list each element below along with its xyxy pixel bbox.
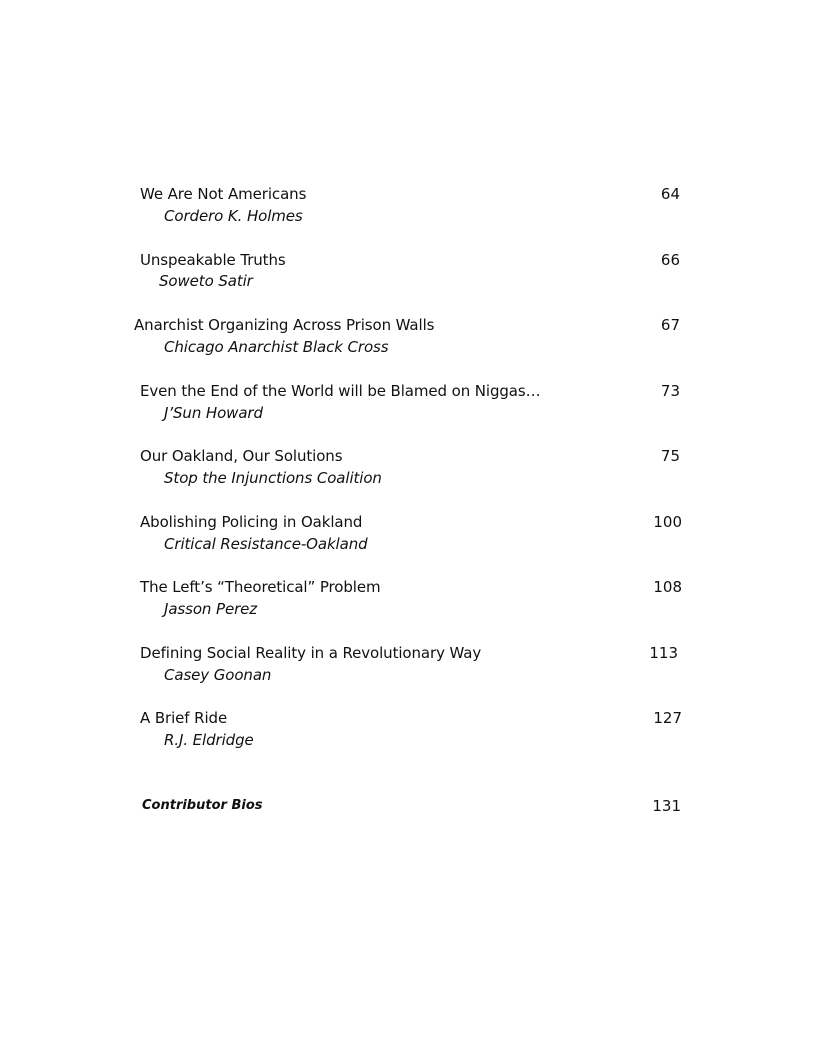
entry-page-number: 64 (660, 185, 680, 203)
entry-author: R.J. Eldridge (164, 731, 254, 749)
entry-page-number: 67 (660, 316, 680, 334)
entry-page-number: 108 (653, 578, 682, 596)
entry-title: Anarchist Organizing Across Prison Walls (134, 316, 435, 334)
entry-author: Casey Goonan (164, 666, 272, 684)
contributor-bios-page-number: 131 (652, 797, 681, 815)
entry-page-number: 127 (653, 709, 682, 727)
entry-title: A Brief Ride (140, 709, 228, 727)
entry-title: The Left’s “Theoretical” Problem (140, 578, 381, 596)
entry-author: J’Sun Howard (164, 404, 263, 422)
entry-page-number: 100 (653, 513, 682, 531)
entry-title: We Are Not Americans (140, 185, 307, 203)
entry-page-number: 75 (660, 447, 680, 465)
entry-title: Even the End of the World will be Blamed on Niggas… (140, 382, 541, 400)
entry-author: Stop the Injunctions Coalition (164, 469, 382, 487)
entry-author: Critical Resistance-Oakland (164, 535, 368, 553)
entry-page-number: 66 (660, 251, 680, 269)
entry-title: Unspeakable Truths (140, 251, 286, 269)
entry-author: Cordero K. Holmes (164, 207, 303, 225)
entry-title: Our Oakland, Our Solutions (140, 447, 343, 465)
entry-author: Chicago Anarchist Black Cross (164, 338, 389, 356)
entry-page-number: 73 (660, 382, 680, 400)
entry-author: Jasson Perez (164, 600, 258, 618)
entry-page-number: 113 (649, 644, 678, 662)
contributor-bios-title: Contributor Bios (142, 798, 263, 813)
entry-title: Abolishing Policing in Oakland (140, 513, 363, 531)
entry-author: Soweto Satir (159, 272, 253, 290)
entry-title: Defining Social Reality in a Revolutionary Way (140, 644, 482, 662)
